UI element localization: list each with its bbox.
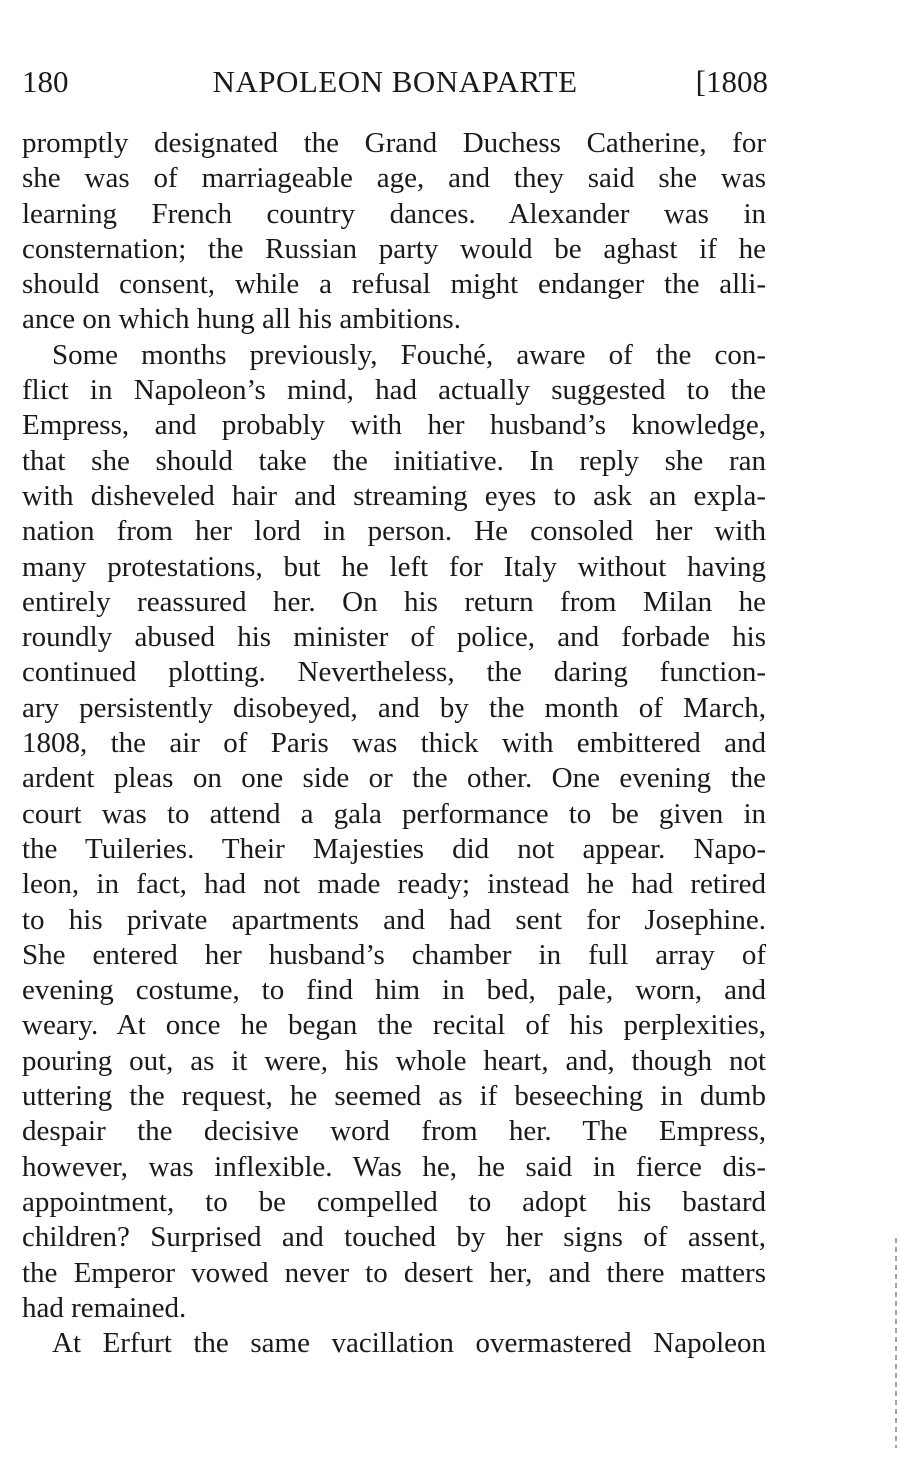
- text-line: had remained.: [22, 1291, 187, 1324]
- text-line: should consent, while a refusal might endanger the alli-: [22, 268, 766, 301]
- text-line: to his private apartments and had sent for Josephine.: [22, 903, 766, 936]
- text-line: She entered her husband’s chamber in full array of: [22, 938, 766, 971]
- text-line: uttering the request, he seemed as if beseeching in dumb: [22, 1080, 766, 1113]
- text-line: the Tuileries. Their Majesties did not appear. Napo-: [22, 832, 766, 865]
- scan-edge-mark: [895, 1238, 897, 1448]
- text-line: that she should take the initiative. In reply she ran: [22, 444, 766, 477]
- paragraph-start-line: Some months previously, Fouché, aware of the con-: [52, 338, 766, 371]
- text-line: pouring out, as it were, his whole heart, and, though not: [22, 1044, 766, 1077]
- text-line: continued plotting. Nevertheless, the daring function-: [22, 656, 766, 689]
- text-line: entirely reassured her. On his return from Milan he: [22, 585, 766, 618]
- paragraph-start-line: At Erfurt the same vacillation overmastered Napoleon: [52, 1327, 766, 1360]
- text-line: evening costume, to find him in bed, pale, worn, and: [22, 974, 766, 1007]
- running-head: [22, 62, 768, 102]
- text-line: ance on which hung all his ambitions.: [22, 303, 461, 336]
- page-number: 180: [22, 64, 69, 99]
- text-line: with disheveled hair and streaming eyes to ask an expla-: [22, 479, 766, 512]
- text-line: learning French country dances. Alexander was in: [22, 197, 766, 230]
- text-line: ary persistently disobeyed, and by the month of March,: [22, 691, 766, 724]
- text-line: 1808, the air of Paris was thick with embittered and: [22, 727, 766, 760]
- text-line: promptly designated the Grand Duchess Catherine, for: [22, 127, 766, 159]
- text-line: nation from her lord in person. He consoled her with: [22, 515, 766, 548]
- text-line: flict in Napoleon’s mind, had actually suggested to the: [22, 374, 766, 407]
- text-line: roundly abused his minister of police, and forbade his: [22, 621, 766, 654]
- text-line: children? Surprised and touched by her signs of assent,: [22, 1221, 766, 1254]
- text-line: despair the decisive word from her. The Empress,: [22, 1115, 766, 1148]
- text-line: weary. At once he began the recital of his perplexities,: [22, 1009, 766, 1042]
- running-title: NAPOLEON BONAPARTE: [212, 64, 578, 99]
- text-line: Empress, and probably with her husband’s knowledge,: [22, 409, 766, 442]
- running-year: [1808: [695, 64, 768, 99]
- text-line: ardent pleas on one side or the other. One evening the: [22, 762, 766, 795]
- text-line: court was to attend a gala performance to be given in: [22, 797, 766, 830]
- text-line: leon, in fact, had not made ready; instead he had retired: [22, 868, 766, 901]
- text-line: she was of marriageable age, and they said she was: [22, 162, 766, 195]
- text-line: consternation; the Russian party would be aghast if he: [22, 232, 766, 265]
- text-line: many protestations, but he left for Italy without having: [22, 550, 766, 583]
- text-line: appointment, to be compelled to adopt his bastard: [22, 1185, 766, 1218]
- text-line: however, was inflexible. Was he, he said in fierce dis-: [22, 1150, 766, 1183]
- text-line: the Emperor vowed never to desert her, and there matters: [22, 1256, 766, 1289]
- body-text: [22, 126, 766, 1361]
